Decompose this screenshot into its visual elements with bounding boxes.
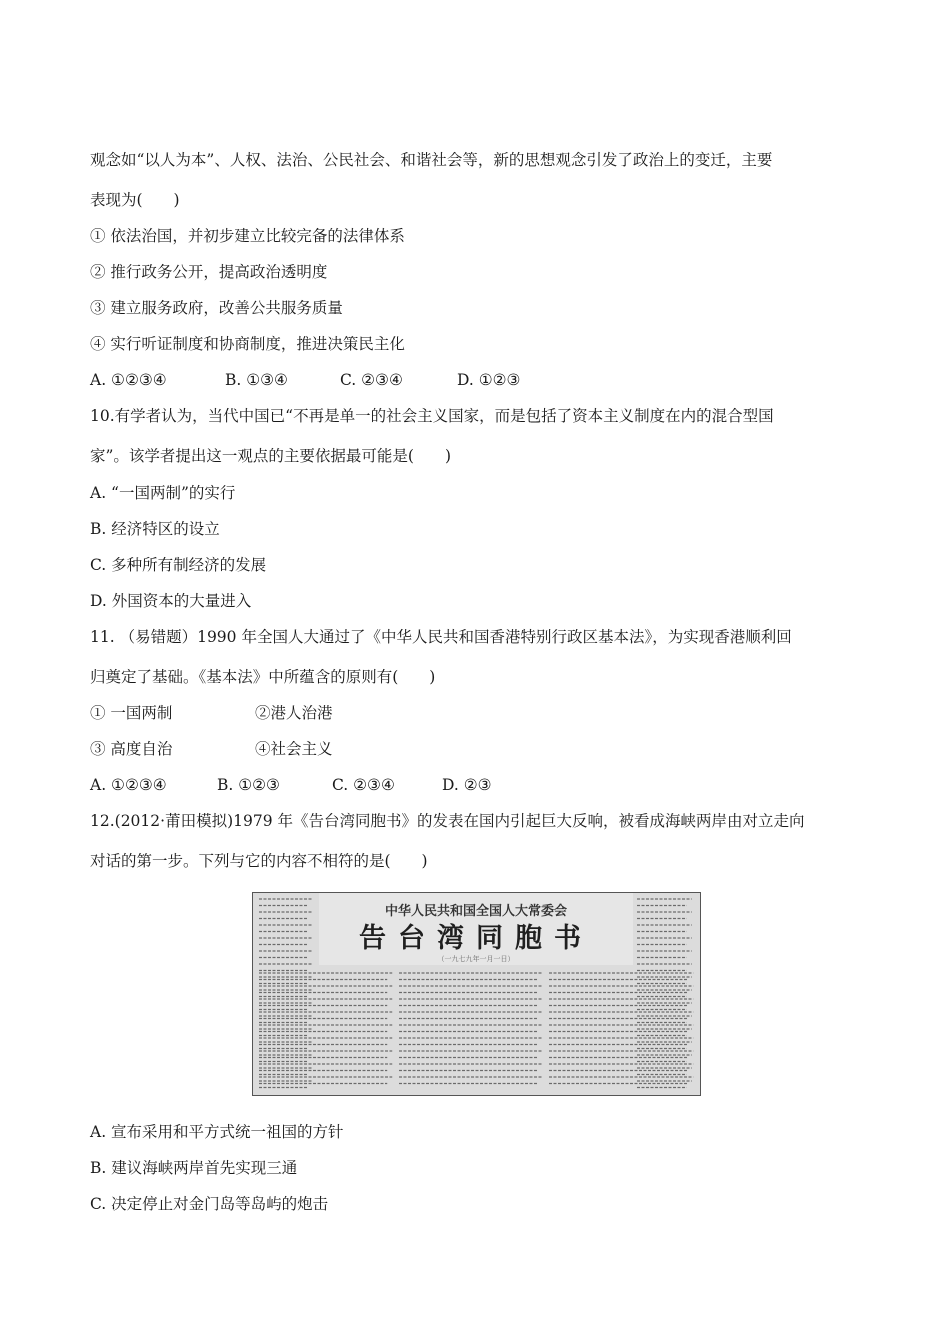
q9-option-a: A. ①②③④ (90, 371, 167, 389)
newspaper-figure-svg (253, 893, 700, 1095)
q11-option-c: C. ②③④ (332, 776, 395, 794)
q11-options (90, 775, 492, 795)
q9-item-3: ③ 建立服务政府，改善公共服务质量 (90, 299, 343, 317)
q11-items-row1 (90, 703, 333, 723)
q10-option-a: A. “一国两制”的实行 (90, 484, 236, 502)
q11-item-4: ④社会主义 (255, 740, 333, 758)
figure-masthead: 中华人民共和国全国人大常委会 (384, 904, 568, 919)
q9-option-c: C. ②③④ (340, 371, 403, 389)
q9-item-1: ① 依法治国，并初步建立比较完备的法律体系 (90, 227, 405, 245)
q9-item-4: ④ 实行听证制度和协商制度，推进决策民主化 (90, 335, 405, 353)
q9-option-d: D. ①②③ (457, 371, 521, 389)
q12-option-a: A. 宣布采用和平方式统一祖国的方针 (90, 1123, 344, 1141)
q11-stem-line1: 11. （易错题）1990 年全国人大通过了《中华人民共和国香港特别行政区基本法》，为实现香港顺利回 (90, 628, 792, 646)
q11-option-b: B. ①②③ (217, 776, 280, 794)
q10-option-b: B. 经济特区的设立 (90, 520, 220, 538)
q10-stem-line2: 家”。该学者提出这一观点的主要依据最可能是( ) (90, 447, 452, 465)
q11-option-d: D. ②③ (442, 776, 492, 794)
q12-stem-line1: 12.(2012·莆田模拟)1979 年《告台湾同胞书》的发表在国内引起巨大反响，被看成海峡两岸由对立走向 (90, 812, 805, 830)
q9-options (90, 370, 520, 390)
q11-option-a: A. ①②③④ (90, 776, 167, 794)
q12-option-b: B. 建议海峡两岸首先实现三通 (90, 1159, 298, 1177)
q10-option-d: D. 外国资本的大量进入 (90, 592, 252, 610)
q9-stem-line2: 表现为( ) (90, 191, 180, 209)
q11-item-3: ③ 高度自治 (90, 740, 173, 758)
q11-items-row2 (90, 739, 333, 759)
q11-stem-line2: 归奠定了基础。《基本法》中所蕴含的原则有( ) (90, 668, 436, 686)
q9-option-b: B. ①③④ (225, 371, 288, 389)
q9-stem-line1: 观念如“以人为本”、人权、法治、公民社会、和谐社会等，新的思想观念引发了政治上的变迁，主要 (90, 151, 773, 169)
q9-item-2: ② 推行政务公开，提高政治透明度 (90, 263, 328, 281)
q11-item-2: ②港人治港 (255, 704, 333, 722)
q12-option-c: C. 决定停止对金门岛等岛屿的炮击 (90, 1195, 329, 1213)
figure-headline: 告台湾同胞书 (359, 923, 593, 954)
newspaper-figure (252, 892, 701, 1096)
q11-item-1: ① 一国两制 (90, 704, 173, 722)
q10-stem-line1: 10.有学者认为，当代中国已“不再是单一的社会主义国家，而是包括了资本主义制度在内的混合型国 (90, 407, 774, 425)
q12-stem-line2: 对话的第一步。下列与它的内容不相符的是( ) (90, 852, 428, 870)
q10-option-c: C. 多种所有制经济的发展 (90, 556, 267, 574)
figure-date: （一九七九年一月一日） (437, 955, 515, 963)
